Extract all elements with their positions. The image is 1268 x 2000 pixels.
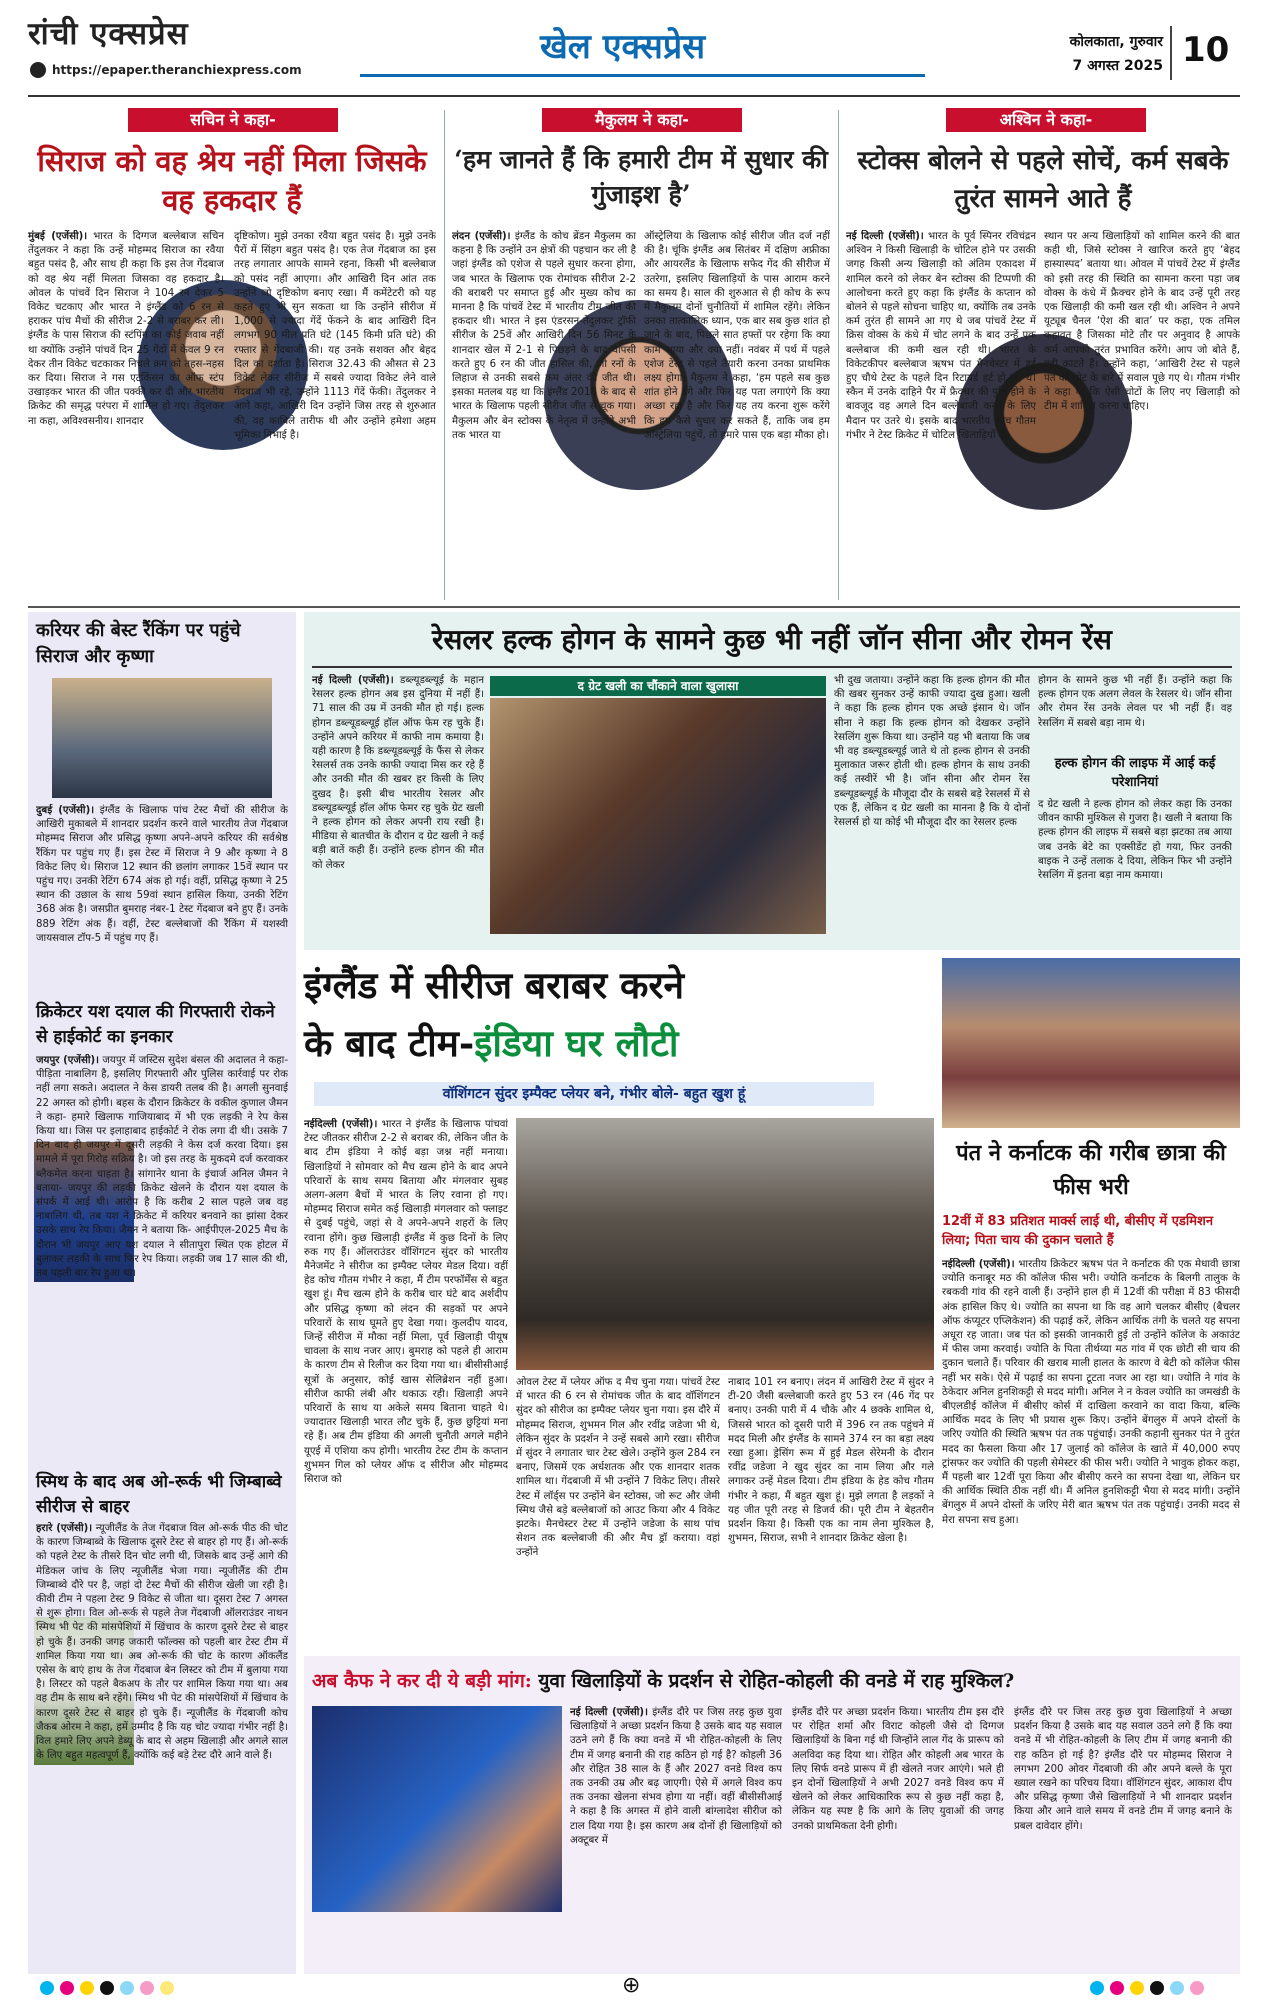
color-dot [160, 1981, 174, 1995]
section-divider [28, 606, 1240, 608]
kaif-body-col1 [570, 1706, 782, 1970]
lead-subhead: वॉशिंगटन सुंदर इम्पैक्ट प्लेयर बने, गंभीर बोले- बहुत खुश हूं [314, 1082, 874, 1106]
sidebar-text: इंग्लैंड के खिलाफ पांच टेस्ट मैचों की सीरीज के आखिरी मुकाबले में शानदार प्रदर्शन करने वाले भारतीय तेज गेंदबाज मोहम्मद सिराज और प्रसिद्ध कृष्णा अपने-अपने करियर की सर्वश्रेष्ठ रैंकिंग पर पहुंच गए हैं। इस टेस्ट में सिराज ने 9 और कृष्णा ने 8 विकेट लिए थे। सिराज 12 स्थान की छलांग लगाकर 15वें स्थान पर पहुंच गए। उनकी रेटिंग 674 अंक हो गई। वहीं, प्रसिद्ध कृष्णा ने 25 स्थान की उछाल के साथ 59वां स्थान हासिल किया, उनकी रेटिंग 368 अंक है। जसप्रीत बुमराह नंबर-1 टेस्ट गेंदबाज बने हुए हैं। उनके 889 रेटिंग अंक हैं। वहीं, टेस्ट बल्लेबाजों की रैंकिंग में यशस्वी जायसवाल टॉप-5 में पहुंच गए हैं। [36, 805, 288, 944]
story-body-col2: दृष्टिकोण। मुझे उनका रवैया बहुत पसंद है। मुझे उनके पैरों में सिंहग बहुत पसंद है। एक तेज गेंदबाज का इस तरह लगातार आपके सामने रहना, किसी भी बल्लेबाज को पसंद नहीं आएगा। और आखिरी दिन आंत तक उन्होंने जो दृष्टिकोण बनाए रखा। मैं कमेंटेटरी को यह कहते हुए भी सुन सकता था कि उन्होंने सीरीज में 1,000 से ज्यादा गेंदें फेंकने के बाद आखिरी दिन लगभग 90 मील प्रति घंटे (145 किमी प्रति घंटे) की रफ्तार से गेंदबाजी की। यह उनके सशक्त और बेहद दिल का दर्शाता है। सिराज 32.43 की औसत से 23 विकेट लेकर सीरीज में सबसे ज्यादा विकेट लेने वाले गेंदबाज भी रहे, उन्होंने 1113 गेंदें फेंकी। तेंदुलकर ने आगे कहा, आखिरी दिन उन्होंने जिस तरह से शुरुआत की, वह काबिले तारीफ थी और उन्होंने हमेशा अहम भूमिका निभाई है। [234, 231, 436, 441]
footer-color-dots-left [40, 1980, 180, 1999]
dateline: नईदिल्ली (एजेंसी)। [942, 1259, 1015, 1270]
story-body-col1 [28, 230, 224, 602]
date: 7 अगस्त 2025 [1072, 58, 1163, 74]
dateline: नईदिल्ली (एजेंसी)। [304, 1119, 378, 1130]
page-number-divider [1170, 26, 1172, 80]
sidebar-headline-orourke: स्मिथ के बाद अब ओ-रूर्क भी जिम्बाब्वे सीरीज से बाहर [36, 1472, 282, 1517]
dateline: जयपुर (एजेंसी)। [36, 1055, 99, 1066]
registration-mark-icon: ⊕ [622, 1973, 641, 1998]
lead-story [304, 958, 934, 1648]
brand-logo: रांची एक्सप्रेस [28, 16, 189, 52]
wrestling-body-col2: भी दुख जताया। उन्होंने कहा कि हल्क होगन की मौत की खबर सुनकर उन्हें काफी ज्यादा दुख हुआ। खली ने कहा कि हल्क होगन एक अच्छे इंसान थे। जॉन सीना ने कहा कि हल्क होगन को देखकर उन्होंने रेसलिंग शुरू किया था। उन्होंने यह भी बताया कि जब भी वह डब्ल्यूडब्ल्यूई जाते थे तो हल्क होगन से उनकी मुलाकात जरूर होती थी। हल्क होगन के साथ उनकी कई तस्वीरें भी है। जॉन सीना और रोमन रेंस डब्ल्यूडब्ल्यूई के मौजूदा दौर के सबसे बड़े रेसलर्स में से एक हैं, लेकिन द ग्रेट खली का मानना है कि ये दोनों रेसलर्स हो या कोई भी मौजूदा दौर का रेसलर हल्क [834, 675, 1030, 829]
color-dot [1110, 1981, 1124, 1995]
wrestling-body-col1 [312, 674, 484, 946]
dateline: नई दिल्ली (एजेंसी)। [570, 1707, 648, 1718]
wrestling-box [304, 612, 1240, 950]
color-dot [140, 1981, 154, 1995]
story-body-col1 [846, 230, 1036, 602]
story-kicker: अश्विन ने कहा- [946, 108, 1146, 132]
epaper-url[interactable]: https://epaper.theranchiexpress.com [52, 63, 302, 77]
wrestling-body-col3: होगन के सामने कुछ भी नहीं हैं। उन्होंने कहा कि हल्क होगन एक अलग लेवल के रेसलर थे। जॉन सीना और रोमन रेंस उनके लेवल पर भी नहीं हैं। वह रेसलिंग में सबसे बड़ा नाम थे। [1038, 675, 1232, 729]
sidebar-headline-rankings: करियर की बेस्ट रैंकिंग पर पहुंचे सिराज और कृष्णा [36, 620, 241, 667]
jyoti-family-photo [942, 958, 1240, 1128]
rohit-kohli-photo [312, 1706, 562, 1912]
pant-story [942, 958, 1240, 1648]
dateline: लंदन (एजेंसी)। [452, 231, 511, 242]
story-sachin [28, 104, 436, 604]
lead-headline-line1: इंग्लैंड में सीरीज बराबर करने [304, 963, 685, 1007]
color-dot [1170, 1981, 1184, 1995]
dateline: मुंबई (एजेंसी)। [28, 231, 88, 242]
lead-body-col3: नाबाद 101 रन बनाए। लंदन में आखिरी टेस्ट में सुंदर ने टी-20 जैसी बल्लेबाजी करते हुए 53 रन (46 गेंद पर बनाए। उनकी पारी में 4 चौके और 4 छक्के शामिल थे, जिससे भारत को दूसरी पारी में 396 रन तक पहुंचने में मदद मिली और इंग्लैंड के सामने 374 रन का बड़ा लक्ष्य रखा हुआ। ड्रेसिंग रूम में हुई मेडल सेरेमनी के दौरान रवींद्र जडेजा ने खुद सुंदर का नाम लिया और गले लगाकर उन्हें मेडल दिया। टीम इंडिया के हेड कोच गौतम गंभीर ने कहा, मैं बहुत खुश हूं। मुझे लगता है लड़कों ने यह जीत पूरी तरह से डिजर्व की। पूरी टीम ने बेहतरीन प्रदर्शन किया है। किसी एक का नाम लेना मुश्किल है, शुभमन, सिराज, सभी ने शानदार क्रिकेट खेला है। [728, 1377, 934, 1545]
story-body-col2: ऑस्ट्रेलिया के खिलाफ कोई सीरीज जीत दर्ज नहीं की है। चूंकि इंग्लैंड अब सितंबर में दक्षिण अफ्रीका और आयरलैंड के खिलाफ सफेद गेंद की सीरीज में उतरेगा, इसलिए खिलाड़ियों के पास आराम करने का समय है। साल की शुरुआत से ही कोच के रूप में मैकुलम दोनों चुनौतियों में शामिल रहेंगे। लेकिन उनका तात्कालिक ध्यान, एक बार सब कुछ शांत हो जाने के बाद, पिछले सात हफ्तों पर रहेगा कि क्या काम आया और क्या नहीं। नवंबर में पर्थ में पहले एशेज टेस्ट से पहले तैयारी करना उनका प्राथमिक लक्ष्य होगा। मैकुलम ने कहा, ‘हम पहले सब कुछ शांत होने देंगे और फिर यह पता लगाएंगे कि क्या अच्छा रहा है और फिर यह तय करना शुरू करेंगे कि हम कैसे सुधार कर सकते हैं, ताकि जब हम ऑस्ट्रेलिया पहुंचें, तो हमारे पास एक बड़ा मौका हो। [644, 231, 830, 441]
color-dot [100, 1981, 114, 1995]
pant-subhead: 12वीं में 83 प्रतिशत मार्क्स लाई थी, बीसीए में एडमिशन लिया; पिता चाय की दुकान चलाते हैं [942, 1214, 1214, 1248]
story-headline: ‘हम जानते हैं कि हमारी टीम में सुधार की गुंजाइश है’ [454, 145, 828, 209]
team-india-photo [516, 1118, 934, 1370]
story-body-col2: स्थान पर अन्य खिलाड़ियों को शामिल करने की बात कही थी, जिसे स्टोक्स ने खारिज करते हुए ‘बेहद हास्यास्पद’ बताया था। ओवल में पांचवें टेस्ट में इंग्लैंड को इसी तरह की स्थिति का सामना करना पड़ा जब वोक्स के कंधे में फ्रैक्चर होने के बाद उन्हें पूरी तरह एक खिलाड़ी की कमी खल रही थी। अश्विन ने अपने यूट्यूब चैनल ‘ऐश की बात’ पर कहा, एक तमिल कहावत है जिसका मोटे तौर पर अनुवाद है आपके कर्म आपको तुरंत प्रभावित करेंगे। आप जो बोते हैं, वही काटते हैं। उन्होंने कहा, ‘आखिरी टेस्ट से पहले पंत की चोट के बारे में सवाल पूछे गए थे। गौतम गंभीर ने कहा था कि ऐसी चोटों के लिए नए खिलाड़ी को टीम में शामिल करना चाहिए। [1044, 231, 1240, 413]
column-rule [838, 110, 839, 600]
color-dot [1130, 1981, 1144, 1995]
wrestling-headline-rule [312, 666, 1232, 668]
column-rule [444, 110, 445, 600]
kaif-text: इंग्लैंड दौरे पर जिस तरह कुछ युवा खिलाड़ियों ने अच्छा प्रदर्शन किया है उसके बाद यह सवाल उठने लगे हैं कि क्या वनडे में भी रोहित-कोहली के लिए टीम में जगह बनानी की राह कठिन हो गई है? कोहली 36 और रोहित 38 साल के हैं और 2027 वनडे विश्व कप तक उनकी उम्र और बढ़ जाएगी। ऐसे में अगले विश्व कप तक उनका खेलना संभव होगा या नहीं। वहीं बीसीसीआई ने कहा है कि अगस्त में होने वाली बांग्लादेश सीरीज को टाल दिया गया है। इस कारण अब दोनों ही खिलाड़ियों को अक्टूबर में [570, 1707, 782, 1846]
pant-text: भारतीय क्रिकेटर ऋषभ पंत ने कर्नाटक की एक मेधावी छात्रा ज्योति कनाबूर मठ की कॉलेज फीस भरी। ज्योति कर्नाटक के बिलगी तालुक के रबकवी गांव की रहने वाली हैं। उन्होंने हाल ही में 12वीं की परीक्षा में 83 फीसदी अंक हासिल किए थे। ज्योति का सपना था कि वह आगे चलकर बीसीए (बैचलर ऑफ कंप्यूटर एप्लिकेशन) की पढ़ाई करें, लेकिन आर्थिक तंगी के चलते यह सपना अधूरा रह जाता। जब पंत को इसकी जानकारी हुई तो उन्होंने कॉलेज के अकाउंट में फीस जमा करवाई। ज्योति के पिता तीर्थय्या मठ गांव में एक छोटी सी चाय की दुकान चलाते हैं। परिवार की खराब माली हालत के कारण वे बेटी को कॉलेज फीस नहीं भर सके। ऐसे में पढ़ाई का सपना टूटता नजर आ रहा था। ज्योति ने गांव के ठेकेदार अनिल हुनशिकट्टी से मदद मांगी। अनिल ने न केवल ज्योति का जमखंडी के बीएलडीई कॉलेज में बीसीए कोर्स में दाखिला करवाने का वादा किया, बल्कि आर्थिक मदद के लिए भी प्रयास शुरू किए। उन्होंने बेंगलुरु में अपने दोस्तों के जरिए ज्योति की स्थिति ऋषभ पंत तक पहुंचाई। उनकी कहानी सुनकर पंत ने तुरंत मदद का फैसला किया और 17 जुलाई को कॉलेज के खाते में 40,000 रुपए ट्रांसफर कर ज्योति की पहली सेमेस्टर की फीस भरी। ज्योति ने भावुक होकर कहा, मैं पहली बार 12वीं पूरा किया और बीसीए करने का सपना देखा था, लेकिन घर की आर्थिक स्थिति ठीक नहीं थी। मैं अनिल हुनशिकट्टी भैया से मदद मांगी। उन्होंने बेंगलुरु में अपने दोस्तों के जरिए मेरी बात ऋषभ पंत तक पहुंचाई। उनकी मदद से मेरा सपना सच हुआ। [942, 1259, 1240, 1526]
color-dot [80, 1981, 94, 1995]
kaif-headline-part1: अब कैफ ने कर दी ये बड़ी मांग: [312, 1670, 532, 1692]
pant-headline: पंत ने कर्नाटक की गरीब छात्रा की फीस भरी [956, 1140, 1226, 1200]
story-headline: स्टोक्स बोलने से पहले सोचें, कर्म सबके तुरंत सामने आते हैं [857, 146, 1229, 214]
lead-headline-part2: के बाद टीम- [304, 1021, 475, 1065]
wrestling-headline: रेसलर हल्क होगन के सामने कुछ भी नहीं जॉन सीना और रोमन रेंस [432, 623, 1112, 656]
pant-body [942, 1258, 1240, 1648]
wrestling-photo-caption: द ग्रेट खली का चौंकाने वाला खुलासा [490, 676, 826, 696]
section-title: खेल एक्सप्रेस [540, 27, 706, 67]
lead-headline-line2 [304, 1016, 934, 1071]
kaif-body-col3: इंग्लैंड दौरे पर जिस तरह कुछ युवा खिलाड़ियों ने अच्छा प्रदर्शन किया है उसके बाद यह सवाल उठने लगे हैं कि क्या वनडे में भी रोहित-कोहली के लिए टीम में जगह बनानी की राह कठिन हो गई है? इंग्लैंड दौरे पर मोहम्मद सिराज ने लगभग 200 ओवर गेंदबाजी की और अपने बल्ले के पूरा ख्याल रखने का परिचय दिया। वॉशिंगटन सुंदर, आकाश दीप और प्रसिद्ध कृष्णा जैसे खिलाड़ियों ने भी शानदार प्रदर्शन किया और आने वाले समय में वनडे टीम में जगह बनाने के प्रबल दावेदार होंगे। [1014, 1707, 1232, 1832]
kaif-headline [312, 1666, 1232, 1696]
sidebar-text: जयपुर में जस्टिस सुदेश बंसल की अदालत ने कहा- पीड़िता नाबालिग है, इसलिए गिरफ्तारी और पुलिस कार्रवाई पर रोक नहीं लगा सकते। अदालत ने केस डायरी तलब की है। अगली सुनवाई 22 अगस्त को होगी। बहस के दौरान क्रिकेटर के वकील कुणाल जैमन ने कहा- हमारे खिलाफ गाजियाबाद में भी एक लड़की ने रेप केस किया था। जिस पर इलाहाबाद हाईकोर्ट ने रोक लगा दी थी। उसके 7 दिन बाद ही जयपुर में दूसरी लड़की ने केस दर्ज करवा दिया। इस मामले में पूरा गिरोह सक्रिय है। जो इस तरह के मुकदमे दर्ज करवाकर ब्लैकमेल करना चाहता है। सांगानेर थाना के इंचार्ज अनिल जैमन ने बताया- जयपुर की लड़की क्रिकेट खेलने के दौरान यश दयाल के संपर्क में आई थी। आरोप है कि करीब 2 साल पहले जब वह नाबालिग थी, तब यश ने क्रिकेट में करियर बनवाने का झांसा देकर उसके साथ रेप किया। जैमन ने बताया कि- आईपीएल-2025 मैच के दौरान भी जयपुर आए यश दयाल ने सीतापुरा स्थित एक होटल में बुलाकर लड़की के साथ फिर रेप किया। लड़की जब 17 साल की थी, तब पहली बार रेप हुआ था। [36, 1055, 288, 1280]
sidebar-text: न्यूजीलैंड के तेज गेंदबाज विल ओ-रूर्क पीठ की चोट के कारण जिम्बाब्वे के खिलाफ दूसरे टेस्ट से बाहर हो गए हैं। ओ-रूर्क को पहले टेस्ट के तीसरे दिन चोट लगी थी, जिसके बाद उन्हें आगे की मेडिकल जांच के लिए न्यूजीलैंड भेजा गया। न्यूजीलैंड की टीम जिम्बाब्वे दौरे पर है, जहां दो टेस्ट मैचों की सीरीज खेली जा रही है। कीवी टीम ने पहला टेस्ट 9 विकेट से जीता था। दूसरा टेस्ट 7 अगस्त से शुरू होगा। विल ओ-रूर्क से पहले तेज गेंदबाजी ऑलराउंडर नाथन स्मिथ भी पेट की मांसपेशियों में खिंचाव के कारण दूसरे टेस्ट से बाहर हो चुके हैं। उनकी जगह जकारी फॉल्क्स को पहली बार टेस्ट टीम में शामिल किया गया था। अब ओ-रूर्क की चोट के कारण ऑकलैंड एसेस के बाएं हाथ के तेज गेंदबाज बेन लिस्टर को टीम में बुलाया गया है। लिस्टर को पहले बैकअप के तौर पर शामिल किया गया था। अब वह टीम के साथ बने रहेंगे। स्मिथ भी पेट की मांसपेशियों में खिंचाव के कारण दूसरे टेस्ट से बाहर हो चुके हैं। न्यूजीलैंड के गेंदबाजी कोच जैकब ओरम ने कहा, हमें उम्मीद है कि यह चोट ज्यादा गंभीर नहीं है। विल हमारे लिए अपने डेब्यू के बाद से अहम खिलाड़ी और अगले साल के लिए बहुत महत्वपूर्ण हैं, क्योंकि कई बड़े टेस्ट दौरे आने वाले हैं। [36, 1523, 288, 1762]
dateline: नई दिल्ली (एजेंसी)। [312, 675, 394, 686]
masthead [0, 0, 1268, 92]
header-rule [360, 74, 925, 77]
left-sidebar [28, 612, 296, 1974]
story-headline: सिराज को वह श्रेय नहीं मिला जिसके वह हकदार हैं [37, 144, 427, 217]
dateline: दुबई (एजेंसी)। [36, 805, 95, 816]
siraj-photo [52, 678, 272, 798]
kaif-body-col2: इंग्लैंड दौरे पर अच्छा प्रदर्शन किया। भारतीय टीम इस दौरे पर रोहित शर्मा और विराट कोहली जैसे दो दिग्गज खिलाड़ियों के बिना गई थी जिन्होंने लाल गेंद के प्रारूप को अलविदा कह दिया था। रोहित और कोहली अब भारत के लिए सिर्फ वनडे प्रारूप में ही खेलते नजर आएंगे। भले ही इन दोनों खिलाड़ियों ने अभी 2027 वनडे विश्व कप में खेलने को लेकर आधिकारिक रूप से कुछ नहीं कहा है, लेकिन यह स्पष्ट है कि आगे के लिए युवाओं की जगह उनको प्राथमिकता देनी होगी। [792, 1707, 1004, 1832]
page-number: 10 [1182, 30, 1230, 70]
story-text: इंग्लैंड के कोच ब्रेंडन मैकुलम का कहना है कि उन्होंने उन क्षेत्रों की पहचान कर ली है जहां इंग्लैंड को एशेज से पहले सुधार करना होगा, जब भारत के खिलाफ एक रोमांचक सीरीज 2-2 की बराबरी पर समाप्त हुई और मुख्य कोच का मानना है कि पांचवें टेस्ट में भारतीय टीम जीत की हकदार थी। भारत ने इस एंडरसन-तेंदुलकर ट्रॉफी सीरीज के 25वें और आखिरी दिन 56 मिनट के शानदार खेल में 2-1 से पिछड़ने के बाद वापसी करते हुए 6 रन की जीत हासिल की, जो रनों के लिहाज से उनकी सबसे कम अंतर की जीत थी। इसका मतलब यह था कि इंग्लैंड 2018 के बाद से भारत के खिलाफ पहली सीरीज जीत से चूक गया। मैकुलम और बेन स्टोक्स के नेतृत्व में उन्होंने अभी तक भारत या [452, 231, 636, 441]
kaif-headline-part2: युवा खिलाड़ियों के प्रदर्शन से रोहित-कोहली की वनडे में राह मुश्किल? [538, 1670, 1015, 1692]
color-dot [1190, 1981, 1204, 1995]
story-mccullum [452, 104, 830, 604]
story-text: भारत के दिग्गज बल्लेबाज सचिन तेंदुलकर ने कहा कि उन्हें मोहम्मद सिराज का रवैया बहुत पसंद है, और साथ ही कहा कि इस तेज गेंदबाज को वह श्रेय नहीं मिलता जिसका वह हकदार है। ओवल के पांचवें दिन सिराज ने 104 रन देकर 5 विकेट चटकाए और भारत ने इंग्लैंड को 6 रन से हराकर पांच मैचों की सीरीज 2-2 से बराबर कर ली। इंग्लैंड के पास सिराज की स्टंपिंग का कोई जवाब नहीं था क्योंकि उन्होंने पांचवें दिन 25 गेंदों में केवल 9 रन देकर तीन विकेट चटकाकर निचले क्रम को तहस-नहस कर दिया। सिराज ने गस एटकिंसन का ऑफ स्टंप उखाड़कर भारत की जीत पक्की कर दी और भारतीय क्रिकेट की समृद्ध परंपरा में शामिल हो गए। तेंदुलकर ना कहा, अविश्वसनीय। शानदार [28, 231, 224, 427]
dateline: हरारे (एजेंसी)। [36, 1523, 93, 1534]
story-ashwin [846, 104, 1240, 604]
story-text: भारत के पूर्व स्पिनर रविचंद्रन अश्विन ने किसी खिलाड़ी के चोटिल होने पर उसकी जगह किसी अन्य खिलाड़ी को अंतिम एकादश में शामिल करने को लेकर बेन स्टोक्स की टिप्पणी की आलोचना करते हुए कहा कि इंग्लैंड के कप्तान को बोलने से पहले सोचना चाहिए था, क्योंकि तब उनके कर्म तुरंत ही सामने आ गए थे जब पांचवें टेस्ट में क्रिस वोक्स के कंधे में चोट लगने के बाद उन्हें एक बल्लेबाज की कमी खल रही थी। भारत के विकेटकीपर बल्लेबाज ऋषभ पंत मैनचेस्टर में हुई हुए चौथे टेस्ट के पहले दिन रिटायर्ड हर्ट हो गए थे। स्कैन में उनके दाहिने पैर में फ्रैक्चर की पुष्टि होने के बावजूद वह अगले दिन बल्लेबाजी करने के लिए मैदान पर उतरे थे। इसके बाद भारतीय कोच गौतम गंभीर ने टेस्ट क्रिकेट में चोटिल खिलाड़ियों के [846, 231, 1036, 441]
globe-icon [30, 62, 46, 78]
city-day: कोलकाता, गुरुवार [1069, 34, 1163, 50]
kaif-story [304, 1656, 1240, 1974]
lead-text: भारत ने इंग्लैंड के खिलाफ पांचवां टेस्ट जीतकर सीरीज 2-2 से बराबर की, लेकिन जीत के बाद टीम इंडिया ने कोई बड़ा जश्न नहीं मनाया। खिलाड़ियों ने सोमवार को मैच खत्म होने के बाद अपने परिवारों के साथ समय बिताया और मंगलवार सुबह अलग-अलग बैचों में भारत के लिए रवाना हो गए। मोहम्मद सिराज समेत कई खिलाड़ी मंगलवार को फ्लाइट से दुबई पहुंचे, जहां से वे अपने-अपने शहरों के लिए रवाना होंगे। कुछ खिलाड़ी इंग्लैंड में कुछ दिनों के लिए रुक गए हैं। ऑलराउंडर वॉशिंगटन सुंदर को भारतीय मैनेजमेंट ने सीरीज का इम्पैक्ट प्लेयर मेडल दिया। वहीं हेड कोच गौतम गंभीर ने कहा, मैं टीम परफॉर्मेंस से बहुत खुश हूं। मैच खत्म होने के करीब चार घंटे बाद अर्शदीप और प्रसिद्ध कृष्णा को लंदन की सड़कों पर अपने परिवारों के साथ घूमते हुए देखा गया। कुलदीप यादव, जिन्हें सीरीज में मौका नहीं मिला, पूर्व खिलाड़ी पीयूष चावला के साथ नजर आए। बुमराह को पहले ही आराम के कारण टीम से रिलीज कर दिया गया था। बीसीसीआई सूत्रों के अनुसार, कोई खास सेलिब्रेशन नहीं हुआ। सीरीज काफी लंबी और थकाऊ रही। खिलाड़ी अपने परिवारों के साथ या अकेले समय बिताना चाहते थे। ज्यादातर खिलाड़ी भारत लौट चुके हैं, कुछ छुट्टियां मना रहे हैं। अब टीम इंडिया की अगली चुनौती अगले महीने यूएई में एशिया कप होगी। भारतीय टेस्ट टीम के कप्तान शुभमन गिल को प्लेयर ऑफ द सीरीज और मोहम्मद सिराज को [304, 1119, 508, 1486]
dateline: नई दिल्ली (एजेंसी)। [846, 231, 924, 242]
color-dot [1150, 1981, 1164, 1995]
color-dot [120, 1981, 134, 1995]
sidebar-body-yash-dayal [36, 1054, 288, 1462]
sidebar-body-orourke [36, 1522, 288, 1968]
wrestling-subhead: हल्क होगन की लाइफ में आई कई परेशानियां [1054, 756, 1216, 790]
lead-body-col1 [304, 1118, 508, 1648]
footer-color-dots-right [1090, 1980, 1210, 1999]
sidebar-body-rankings [36, 804, 288, 994]
story-body-col1 [452, 230, 636, 602]
color-dot [40, 1981, 54, 1995]
wrestling-body-col3b: द ग्रेट खली ने हल्क होगन को लेकर कहा कि उनका जीवन काफी मुश्किल से गुजरा है। खली ने बताया कि हल्क होगन की लाइफ में सबसे बड़ा झटका तब आया जब उनके बेटे का एक्सीडेंट हो गया, फिर उनकी बाइक ने उन्हें तलाक दे दिया, लेकिन फिर भी उन्होंने रेसलिंग में इतना बड़ा नाम कमाया। [1038, 799, 1232, 882]
color-dot [60, 1981, 74, 1995]
color-dot [1090, 1981, 1104, 1995]
masthead-bottom-rule [28, 95, 1240, 97]
wrestling-text: डब्ल्यूडब्ल्यूई के महान रेसलर हल्क होगन अब इस दुनिया में नहीं हैं। 71 साल की उम्र में उनकी मौत हो गई। हल्क होगन डब्ल्यूडब्ल्यूई हॉल ऑफ फेम रह चुके हैं। उन्होंने अपने करियर में काफी नाम कमाया है। यही कारण है कि डब्ल्यूडब्ल्यूई के फैंस से लेकर रेसलर्स तक उनके काफी ज्यादा मिस कर रहे हैं और उनकी मौत की खबर हर किसी के लिए दुखद है। इसी बीच भारतीय रेसलर और डब्ल्यूडब्ल्यूई हॉल ऑफ फेमर रह चुके ग्रेट खली ने हल्क होगन को लेकर अपनी राय रखी है। मीडिया से बातचीत के दौरान द ग्रेट खली ने कई बड़ी बातें कही हैं। उन्होंने हल्क होगन की मौत को लेकर [312, 675, 484, 871]
lead-body-col2: ओवल टेस्ट में प्लेयर ऑफ द मैच चुना गया। पांचवें टेस्ट में भारत की 6 रन से रोमांचक जीत के बाद वॉशिंगटन सुंदर को सीरीज का इम्पैक्ट प्लेयर चुना गया। इस दौरे में मोहम्मद सिराज, शुभमन गिल और रवींद्र जडेजा भी थे, लेकिन सुंदर के प्रदर्शन ने उन्हें सबसे आगे रखा। सीरीज में सुंदर ने लगातार चार टेस्ट खेले। उन्होंने कुल 284 रन बनाए, जिसमें एक अर्धशतक और एक शानदार शतक शामिल था। गेंदबाजी में भी उन्होंने 7 विकेट लिए। तीसरे टेस्ट में लॉर्ड्स पर उन्होंने बेन स्टोक्स, जो रूट और जेमी स्मिथ जैसे बड़े बल्लेबाजों को आउट किया और 4 विकेट झटके। मैनचेस्टर टेस्ट में उन्होंने जडेजा के साथ पांच सेशन तक बल्लेबाजी की और मैच ड्रॉ कराया। वहां उन्होंने [516, 1377, 720, 1559]
sidebar-headline-yash-dayal: क्रिकेटर यश दयाल की गिरफ्तारी रोकने से हाईकोर्ट का इनकार [36, 1002, 275, 1047]
wrestlers-photo [490, 698, 826, 934]
story-kicker: सचिन ने कहा- [128, 108, 338, 132]
lead-headline-part3: इंडिया घर लौटी [474, 1021, 679, 1065]
story-kicker: मैकुलम ने कहा- [542, 108, 742, 132]
